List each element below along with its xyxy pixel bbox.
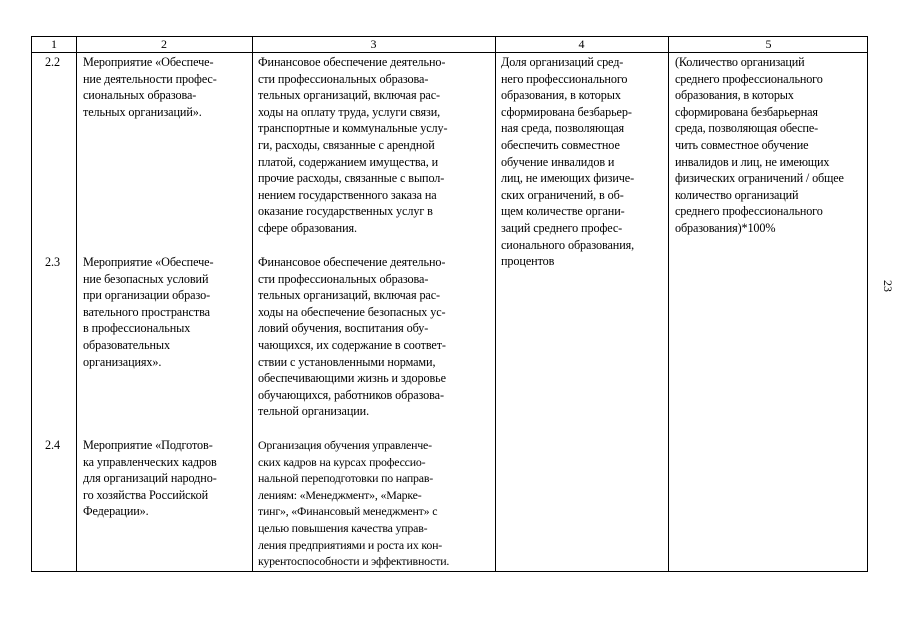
column-divider (668, 37, 669, 571)
event-name: Мероприятие «Обеспече- ние безопасных условий при организации образо- вательного пространства в профессиональных образовательных организациях». (83, 255, 214, 369)
indicator-formula: (Количество организаций среднего профессионального образования, в которых сформирована безбарьерная среда, позволяющая обеспе- чить совместное обучение инвалидов и лиц, не имеющих физических ограничений / общее количество организаций среднего профессионального образования)*100% (675, 55, 844, 235)
row-number: 2.2 (45, 55, 60, 69)
column-header: 5 (765, 37, 772, 51)
column-divider (252, 37, 253, 571)
indicator-table (31, 36, 868, 572)
column-divider (76, 37, 77, 571)
indicator-description: Доля организаций сред- него профессионального образования, в которых сформирована безбарьер- ная среда, позволяющая обеспечить совместное обучение инвалидов и лиц, не имеющих физиче- ских ограничений, в об- щем количестве органи- заций среднего профес- сионального образования, процентов (501, 55, 635, 269)
row-number: 2.3 (45, 255, 60, 269)
page-number: 23 (881, 280, 895, 292)
financing-description: Финансовое обеспечение деятельно- сти профессиональных образова- тельных организаций, включая рас- ходы на обеспечение безопасных ус- ловий обучения, воспитания обу- чающихся, их содержание в соответ- ствии с установленными нормами, обеспечивающими жизнь и здоровье обучающихся, работников образова- тельной организации. (258, 255, 446, 419)
column-header: 3 (370, 37, 377, 51)
row-number: 2.4 (45, 438, 60, 452)
column-header: 1 (51, 37, 57, 51)
column-header: 2 (161, 37, 167, 51)
financing-description: Организация обучения управленче- ских кадров на курсах профессио- нальной переподготовки по направ- лениям: «Менеджмент», «Марке- тинг», «Финансовый менеджмент» с целью повышения качества управ- ления предприятиями и роста их кон- курентоспособности и эффективности. (258, 438, 450, 569)
column-divider (495, 37, 496, 571)
column-header: 4 (578, 37, 585, 51)
event-name: Мероприятие «Подготов- ка управленческих кадров для организаций народно- го хозяйства Российской Федерации». (83, 438, 217, 519)
table-header-row (32, 37, 867, 53)
event-name: Мероприятие «Обеспече- ние деятельности профес- сиональных образова- тельных организаций». (83, 55, 217, 119)
financing-description: Финансовое обеспечение деятельно- сти профессиональных образова- тельных организаций, включая рас- ходы на оплату труда, услуги связи, транспортные и коммунальные услу- ги, расходы, связанные с арендной платой, содержанием имущества, и прочие расходы, связанные с выпол- нением государственного заказа на оказание государственных услуг в сфере образования. (258, 55, 448, 235)
